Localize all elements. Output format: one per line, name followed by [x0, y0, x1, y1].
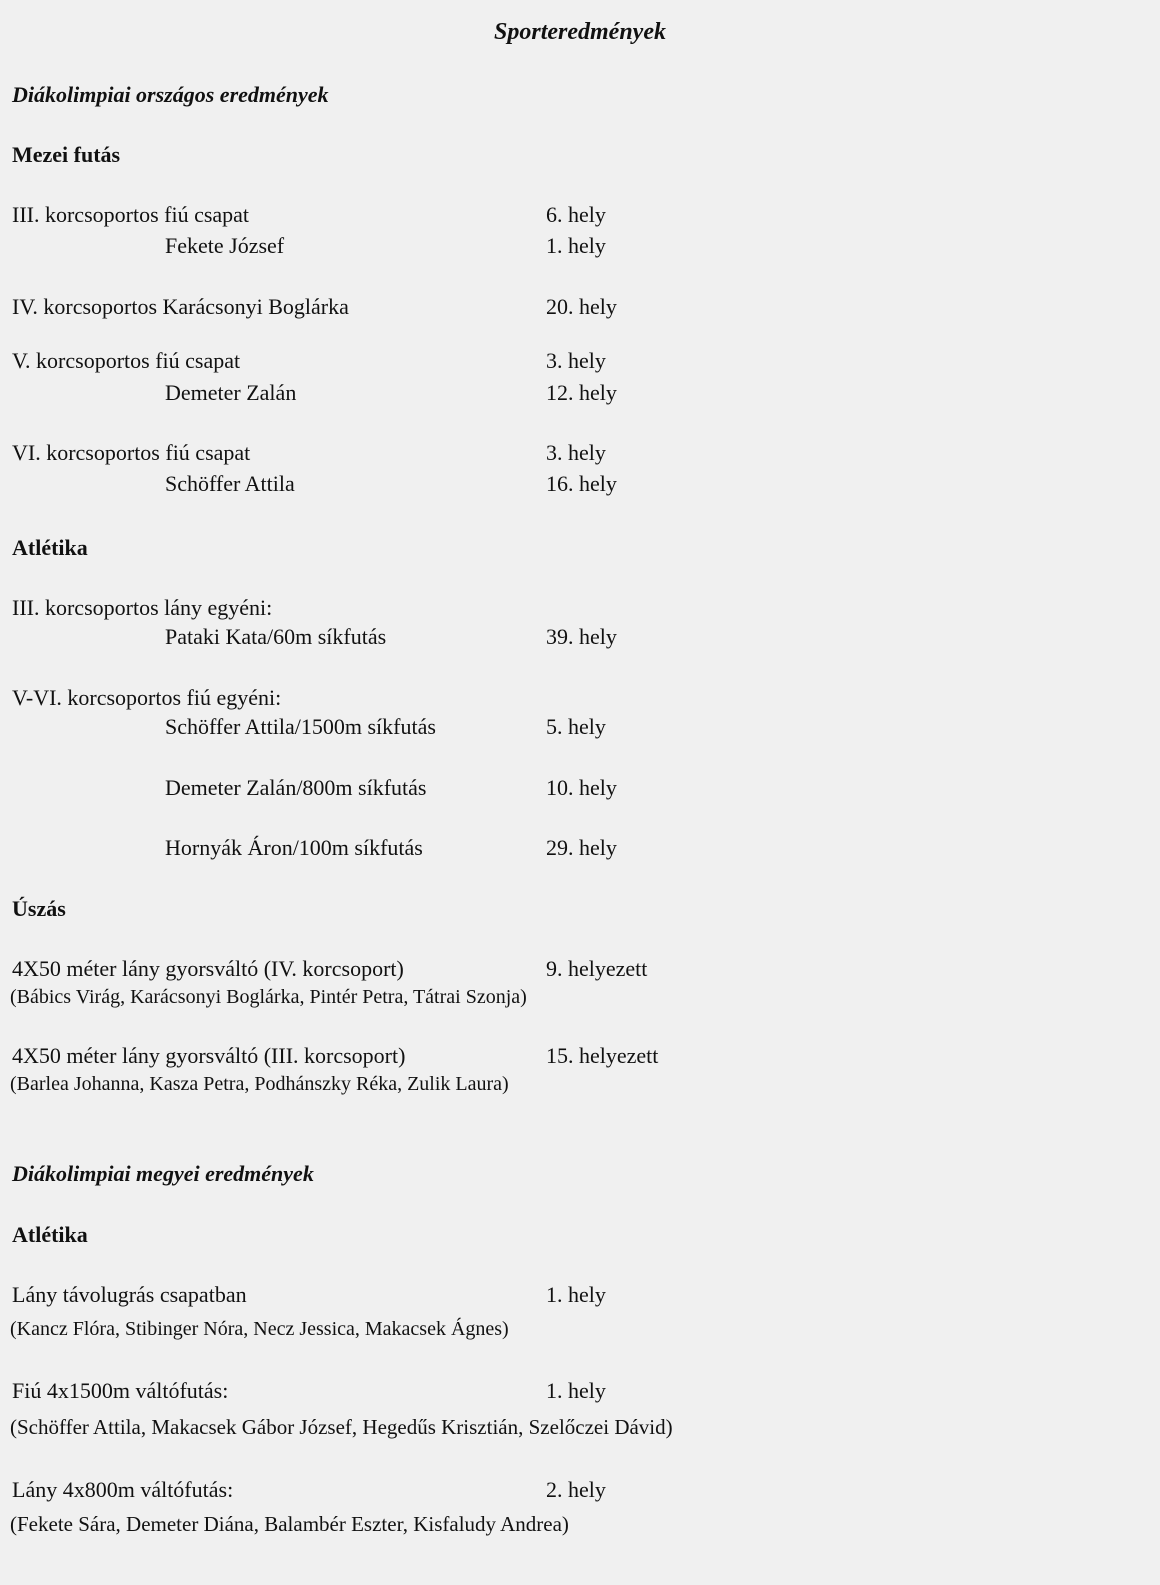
result-label: 4X50 méter lány gyorsváltó (IV. korcsoport) — [12, 956, 404, 981]
result-label: IV. korcsoportos Karácsonyi Boglárka — [12, 294, 349, 319]
result-label: Fiú 4x1500m váltófutás: — [12, 1378, 229, 1403]
result-label: III. korcsoportos fiú csapat — [12, 202, 250, 227]
result-label: Schöffer Attila — [165, 471, 295, 496]
result-label: Lány távolugrás csapatban — [12, 1282, 247, 1307]
result-place: 2. hely — [546, 1477, 606, 1502]
result-place: 39. hely — [546, 624, 617, 649]
result-place: 15. helyezett — [546, 1043, 659, 1068]
result-place: 20. hely — [546, 294, 617, 319]
result-label: Hornyák Áron/100m síkfutás — [165, 835, 423, 860]
section-heading-national: Diákolimpiai országos eredmények — [12, 82, 329, 107]
subsection-heading-swimming: Úszás — [12, 896, 66, 921]
subsection-heading-cross-country: Mezei futás — [12, 142, 121, 167]
team-members: (Bábics Virág, Karácsonyi Boglárka, Pintér Petra, Tátrai Szonja) — [10, 986, 527, 1008]
result-place: 9. helyezett — [546, 956, 648, 981]
team-members: (Barlea Johanna, Kasza Petra, Podhánszky Réka, Zulik Laura) — [10, 1073, 509, 1095]
subsection-heading-athletics: Atlétika — [12, 535, 88, 560]
team-members: (Fekete Sára, Demeter Diána, Balambér Eszter, Kisfaludy Andrea) — [10, 1512, 569, 1536]
section-heading-county: Diákolimpiai megyei eredmények — [12, 1161, 314, 1186]
result-label: Demeter Zalán — [165, 380, 297, 405]
page-title: Sporteredmények — [494, 19, 666, 45]
result-label: V. korcsoportos fiú csapat — [12, 348, 241, 373]
team-members: (Schöffer Attila, Makacsek Gábor József, Hegedűs Krisztián, Szelőczei Dávid) — [10, 1415, 673, 1439]
result-place: 1. hely — [546, 233, 606, 258]
result-place: 3. hely — [546, 348, 606, 373]
group-label: V-VI. korcsoportos fiú egyéni: — [12, 685, 282, 710]
result-place: 1. hely — [546, 1282, 606, 1307]
result-place: 3. hely — [546, 440, 606, 465]
result-label: 4X50 méter lány gyorsváltó (III. korcsoport) — [12, 1043, 406, 1068]
result-place: 29. hely — [546, 835, 617, 860]
result-label: Lány 4x800m váltófutás: — [12, 1477, 234, 1502]
result-place: 5. hely — [546, 714, 606, 739]
result-place: 1. hely — [546, 1378, 606, 1403]
result-label: Pataki Kata/60m síkfutás — [165, 624, 387, 649]
result-place: 12. hely — [546, 380, 617, 405]
team-members: (Kancz Flóra, Stibinger Nóra, Necz Jessica, Makacsek Ágnes) — [10, 1318, 509, 1340]
result-place: 16. hely — [546, 471, 617, 496]
result-place: 6. hely — [546, 202, 606, 227]
result-label: Fekete József — [165, 233, 285, 258]
result-label: VI. korcsoportos fiú csapat — [12, 440, 251, 465]
subsection-heading-county-athletics: Atlétika — [12, 1222, 88, 1247]
result-label: Demeter Zalán/800m síkfutás — [165, 775, 427, 800]
result-place: 10. hely — [546, 775, 617, 800]
result-label: Schöffer Attila/1500m síkfutás — [165, 714, 436, 739]
group-label: III. korcsoportos lány egyéni: — [12, 595, 273, 620]
